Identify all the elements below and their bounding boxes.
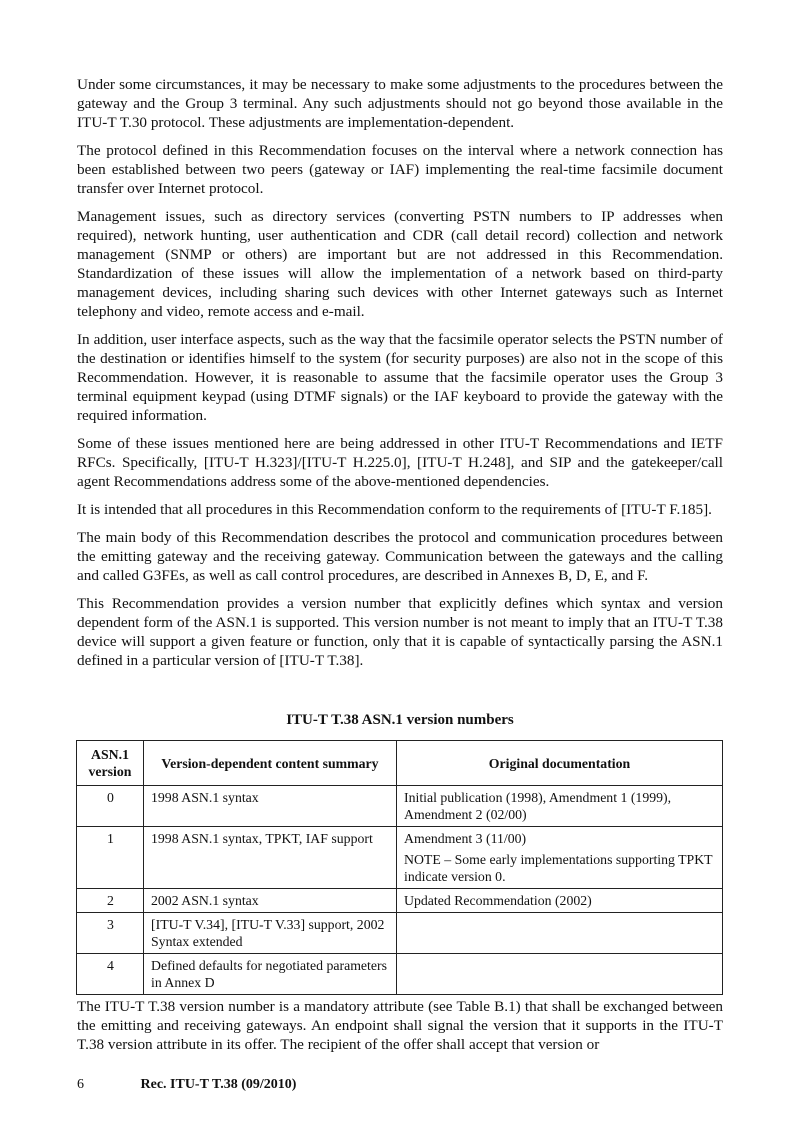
cell-version: 4	[77, 954, 144, 995]
paragraph-other-recommendations: Some of these issues mentioned here are being addressed in other ITU-T Recommendations and IETF RFCs. Specifically, [ITU-T H.323]/[ITU-T H.225.0], [ITU-T H.248], and SIP and the gatekeeper/call agent Recommendations address some of the above-mentioned dependencies.	[77, 435, 723, 490]
cell-summary: [ITU-T V.34], [ITU-T V.33] support, 2002 Syntax extended	[144, 913, 397, 954]
paragraph-management-issues: Management issues, such as directory services (converting PSTN numbers to IP addresses when required), network hunting, user authentication and CDR (call detail record) collection and network management (SNMP or others) are important but are not addressed in this Recommendation. Standardization of these issues will allow the implementation of a network based on third-party management devices, including sharing such devices with other Internet gateways such as Internet telephony and video, remote access and e-mail.	[77, 208, 723, 320]
table-row	[77, 827, 723, 889]
body-text	[77, 75, 723, 679]
page-footer	[77, 1077, 296, 1093]
cell-version: 0	[77, 786, 144, 827]
paragraph-version-number: This Recommendation provides a version number that explicitly defines which syntax and version dependent form of the ASN.1 is supported. This version number is not meant to imply that an ITU-T T.38 device will support a given feature or function, only that it is capable of syntactically parsing the ASN.1 defined in a particular version of [ITU-T T.38].	[77, 595, 723, 669]
paragraph-user-interface: In addition, user interface aspects, such as the way that the facsimile operator selects the PSTN number of the destination or identifies himself to the system (for security purposes) are also not in the scope of this Recommendation. However, it is reasonable to assume that the facsimile operator uses the Group 3 terminal equipment keypad (using DTMF signals) or the IAF keyboard to provide the gateway with the required information.	[77, 331, 723, 424]
documentation-text: Amendment 3 (11/00)	[404, 831, 527, 846]
cell-documentation: Initial publication (1998), Amendment 1 (1999), Amendment 2 (02/00)	[397, 786, 723, 827]
footer-reference: Rec. ITU-T T.38 (09/2010)	[140, 1077, 297, 1092]
table-row	[77, 954, 723, 995]
paragraph-f185-conformance: It is intended that all procedures in this Recommendation conform to the requirements of [ITU-T F.185].	[77, 501, 712, 518]
table-row	[77, 913, 723, 954]
paragraph-main-body: The main body of this Recommendation describes the protocol and communication procedures between the emitting gateway and the receiving gateway. Communication between the gateways and the calling and called G3FEs, as well as call control procedures, are described in Annexes B, D, E, and F.	[77, 529, 723, 584]
table-title: ITU-T T.38 ASN.1 version numbers	[286, 712, 514, 728]
cell-version: 3	[77, 913, 144, 954]
cell-version: 2	[77, 889, 144, 913]
header-version-line1: ASN.1	[91, 747, 129, 762]
page-number: 6	[77, 1077, 84, 1092]
header-version-line2: version	[88, 764, 132, 779]
cell-documentation	[397, 913, 723, 954]
version-table	[76, 740, 723, 995]
paragraph-adjustments: Under some circumstances, it may be necessary to make some adjustments to the procedures between the gateway and the Group 3 terminal. Any such adjustments should not go beyond those available in the ITU-T T.30 protocol. These adjustments are implementation-dependent.	[77, 76, 723, 131]
cell-summary: Defined defaults for negotiated parameters in Annex D	[144, 954, 397, 995]
paragraph-protocol-scope: The protocol defined in this Recommendation focuses on the interval where a network connection has been established between two peers (gateway or IAF) implementing the real-time facsimile document transfer over Internet protocol.	[77, 142, 723, 197]
cell-documentation	[397, 954, 723, 995]
table-header-row	[77, 741, 723, 786]
table-row	[77, 786, 723, 827]
header-asn1-version	[77, 741, 144, 786]
cell-summary: 2002 ASN.1 syntax	[144, 889, 397, 913]
cell-version: 1	[77, 827, 144, 889]
cell-documentation	[397, 827, 723, 889]
header-content-summary: Version-dependent content summary	[144, 741, 397, 786]
header-original-documentation: Original documentation	[397, 741, 723, 786]
post-table-text	[77, 997, 723, 1063]
cell-summary: 1998 ASN.1 syntax	[144, 786, 397, 827]
documentation-note: NOTE – Some early implementations supporting TPKT indicate version 0.	[404, 852, 713, 884]
paragraph-version-attribute: The ITU-T T.38 version number is a mandatory attribute (see Table B.1) that shall be exchanged between the emitting and receiving gateways. An endpoint shall signal the version that it supports in the ITU-T T.38 version attribute in its offer. The recipient of the offer shall accept that version or	[77, 998, 723, 1053]
cell-summary: 1998 ASN.1 syntax, TPKT, IAF support	[144, 827, 397, 889]
table-row	[77, 889, 723, 913]
cell-documentation: Updated Recommendation (2002)	[397, 889, 723, 913]
